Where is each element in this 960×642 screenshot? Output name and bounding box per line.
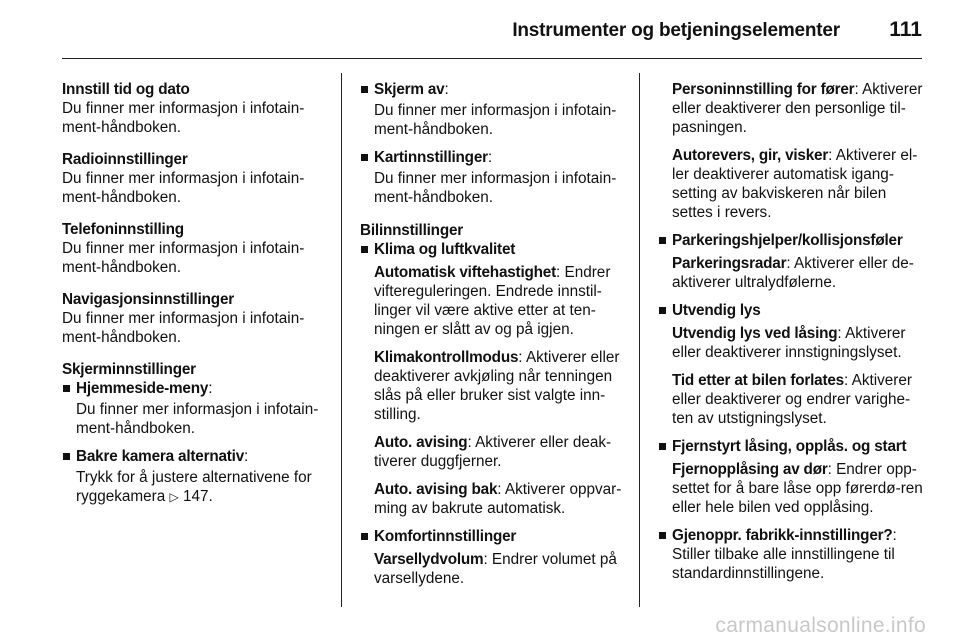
list-item xyxy=(360,240,624,259)
item-label: Hjemmeside-meny xyxy=(76,380,209,397)
list-item: Kartinnstillinger: xyxy=(360,148,624,167)
page-reference: 147. xyxy=(183,488,213,505)
item-text: Tid etter at bilen forlates: Aktiverer eller deaktiverer og endrer varighe-ten av utstigningslyset. xyxy=(672,372,912,427)
list-item xyxy=(360,527,624,546)
item-text: Varsellydvolum: Endrer volumet på varsellydene. xyxy=(374,551,617,587)
item-text: Fjernopplåsing av dør: Endrer opp-settet for å bare låse opp førerdø-ren eller hele bilen ved opplåsing. xyxy=(672,461,923,516)
section-navigasjon xyxy=(62,290,330,347)
item-text: Du finner mer informasjon i infotain-ment-håndboken. xyxy=(76,401,319,437)
list-item xyxy=(658,301,924,320)
section-heading: Navigasjonsinnstillinger xyxy=(62,291,235,308)
header-divider xyxy=(62,58,922,59)
column-2 xyxy=(360,80,624,597)
list-item: Bakre kamera alternativ: xyxy=(62,447,330,466)
column-divider-2 xyxy=(639,73,640,607)
item-label: Gjenoppr. fabrikk-innstillinger? xyxy=(672,527,893,544)
item-text: Utvendig lys ved låsing: Aktiverer eller deaktiverer innstigningslyset. xyxy=(672,325,906,361)
item-text: Stiller tilbake alle innstillingene til standardinnstillingene. xyxy=(672,546,895,582)
item-label: Komfortinnstillinger xyxy=(374,528,517,545)
item-text: Auto. avising: Aktiverer eller deak-tiverer duggfjerner. xyxy=(374,434,612,470)
section-radio xyxy=(62,150,330,207)
section-heading: Radioinnstillinger xyxy=(62,151,188,168)
section-telefon xyxy=(62,220,330,277)
column-divider-1 xyxy=(341,73,342,607)
item-label: Skjerm av xyxy=(374,81,445,98)
section-text: Du finner mer informasjon i infotain-ment-håndboken. xyxy=(62,240,305,276)
section-heading: Bilinnstillinger xyxy=(360,222,464,239)
list-item: Skjerm av: xyxy=(360,80,624,99)
section-text: Du finner mer informasjon i infotain-ment-håndboken. xyxy=(62,310,305,346)
item-label: Klima og luftkvalitet xyxy=(374,241,516,258)
item-text: Trykk for å justere alternativene for ryggekamera ▷ 147. xyxy=(76,469,312,505)
section-heading: Telefoninnstilling xyxy=(62,221,184,238)
section-text: Du finner mer informasjon i infotain-ment-håndboken. xyxy=(62,170,305,206)
section-skjerm xyxy=(62,360,330,507)
item-label: Fjernstyrt låsing, opplås. og start xyxy=(672,438,907,455)
list-item: Gjenoppr. fabrikk-innstillinger?: xyxy=(658,526,924,545)
column-3 xyxy=(658,80,924,592)
item-text: Du finner mer informasjon i infotain-ment-håndboken. xyxy=(374,170,617,206)
item-text: Autorevers, gir, visker: Aktiverer el-ler deaktiverer automatisk igang-setting av bakviskeren når bilen settes i revers. xyxy=(672,147,918,221)
section-text: Du finner mer informasjon i infotain-ment-håndboken. xyxy=(62,100,305,136)
section-tid-dato xyxy=(62,80,330,137)
arrow-reference-icon: ▷ xyxy=(169,490,179,504)
section-heading: Innstill tid og dato xyxy=(62,81,190,98)
item-text: Du finner mer informasjon i infotain-ment-håndboken. xyxy=(374,102,617,138)
item-label: Utvendig lys xyxy=(672,302,761,319)
item-label: Kartinnstillinger xyxy=(374,149,488,166)
list-item xyxy=(658,231,924,250)
page-title: Instrumenter og betjeningselementer xyxy=(512,20,840,41)
page-number: 111 xyxy=(889,18,922,41)
item-text: Auto. avising bak: Aktiverer oppvar-ming av bakrute automatisk. xyxy=(374,481,622,517)
item-text: Personinnstilling for fører: Aktiverer eller deaktiverer den personlige til-pasningen. xyxy=(672,81,923,136)
section-heading: Skjerminnstillinger xyxy=(62,361,196,378)
item-label: Bakre kamera alternativ xyxy=(76,448,245,465)
list-item xyxy=(658,437,924,456)
list-item: Hjemmeside-meny: xyxy=(62,379,330,398)
item-text: Automatisk viftehastighet: Endrer viftereguleringen. Endrede innstil-linger vil være aktive etter at ten-ningen er slått av og på igjen. xyxy=(374,264,611,338)
item-text: Parkeringsradar: Aktiverer eller de-aktiverer ultralydfølerne. xyxy=(672,255,914,291)
item-label: Parkeringshjelper/kollisjonsføler xyxy=(672,232,903,249)
watermark: carmanualsonline.info xyxy=(715,614,926,637)
item-text: Klimakontrollmodus: Aktiverer eller deaktiverer avkjøling når tenningen slås på eller bruker sist valgte inn-stilling. xyxy=(374,349,620,423)
column-1 xyxy=(62,80,330,520)
